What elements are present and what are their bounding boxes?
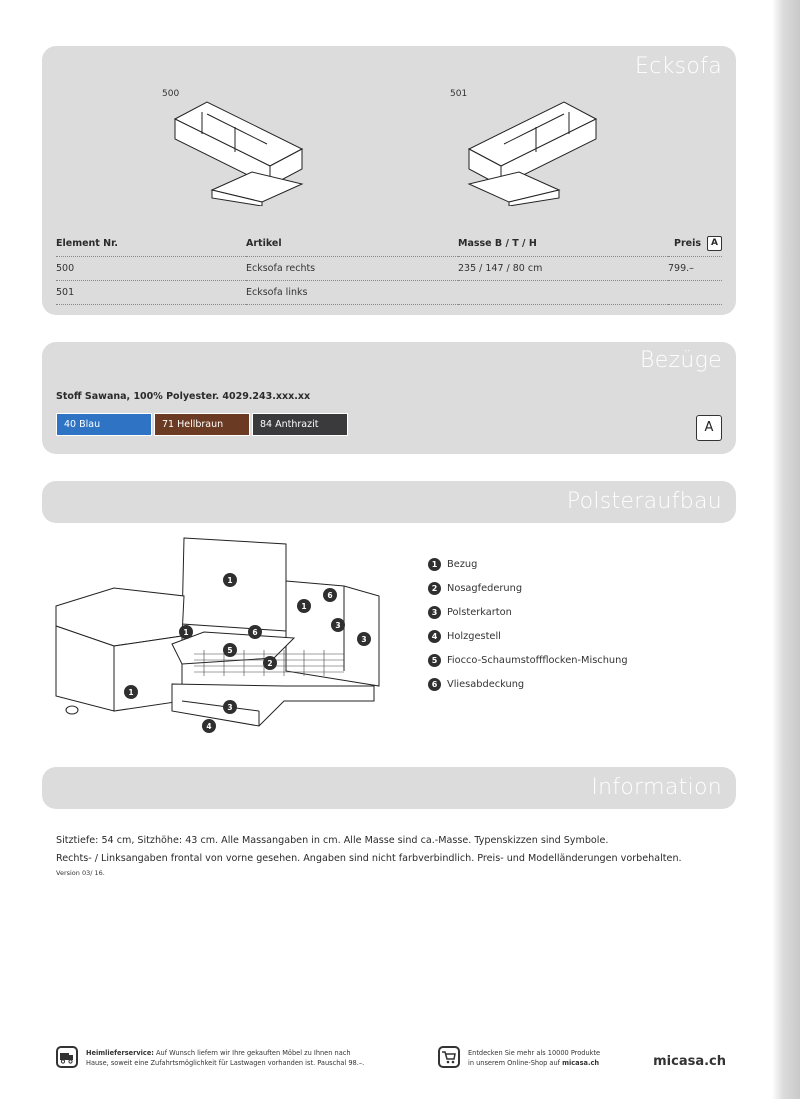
- legend-label: Vliesabdeckung: [447, 678, 525, 690]
- svg-text:1: 1: [183, 628, 189, 637]
- svg-text:3: 3: [335, 621, 341, 630]
- row-masse: [458, 281, 668, 305]
- online-shop-text: Entdecken Sie mehr als 10000 Produkte in unserem Online-Shop auf micasa.ch: [468, 1049, 601, 1067]
- sofa-500-label: 500: [162, 89, 180, 99]
- table-row: [56, 257, 722, 281]
- legend-item: [428, 600, 628, 624]
- header-element-nr: Element Nr.: [56, 232, 246, 257]
- legend-item: [428, 552, 628, 576]
- row-preis: [668, 281, 722, 305]
- table-header-row: [56, 232, 722, 257]
- legend-number: 2: [428, 582, 441, 595]
- color-swatches: [56, 413, 348, 436]
- price-category-icon: A: [696, 415, 722, 441]
- swatch-anthrazit: 84 Anthrazit: [252, 413, 348, 436]
- row-masse: 235 / 147 / 80 cm: [458, 257, 668, 281]
- delivery-service-text: Heimlieferservice: Auf Wunsch liefern wir Ihre gekauften Möbel zu Ihnen nach Hause, soweit eine Zufahrtsmöglichkeit für Lastwagen vorhanden ist. Pauschal 98.–.: [86, 1049, 365, 1067]
- legend-label: Nosagfederung: [447, 582, 523, 594]
- svg-text:1: 1: [301, 602, 307, 611]
- row-artikel: Ecksofa links: [246, 281, 458, 305]
- delivery-truck-icon: [56, 1046, 78, 1068]
- legend-item: [428, 672, 628, 696]
- bezuege-panel: [42, 342, 736, 454]
- legend-number: 6: [428, 678, 441, 691]
- page-edge-shadow: [772, 0, 800, 1099]
- legend-item: [428, 576, 628, 600]
- svg-text:3: 3: [361, 635, 367, 644]
- legend-number: 5: [428, 654, 441, 667]
- elements-table: [56, 232, 722, 305]
- brand-logo[interactable]: micasa.ch: [653, 1054, 726, 1069]
- svg-text:1: 1: [227, 576, 233, 585]
- svg-text:6: 6: [252, 628, 258, 637]
- legend-label: Bezug: [447, 558, 478, 570]
- construction-legend: [428, 552, 628, 696]
- polsteraufbau-title: Polsteraufbau: [566, 489, 722, 514]
- info-line-2: Rechts- / Linksangaben frontal von vorne gesehen. Angaben sind nicht farbverbindlich. Preis- und Modelländerungen vorbehalten.: [56, 853, 682, 864]
- info-line-1: Sitztiefe: 54 cm, Sitzhöhe: 43 cm. Alle Massangaben in cm. Alle Masse sind ca.-Masse. Typenskizzen sind Symbole.: [56, 835, 609, 846]
- legend-label: Fiocco-Schaumstoffflocken-Mischung: [447, 654, 628, 666]
- polsteraufbau-bar: [42, 481, 736, 523]
- legend-number: 1: [428, 558, 441, 571]
- legend-item: [428, 648, 628, 672]
- svg-text:2: 2: [267, 659, 273, 668]
- svg-text:1: 1: [128, 688, 134, 697]
- ecksofa-panel: [42, 46, 736, 315]
- swatch-hellbraun: 71 Hellbraun: [154, 413, 250, 436]
- svg-text:6: 6: [327, 591, 333, 600]
- legend-label: Polsterkarton: [447, 606, 512, 618]
- svg-text:4: 4: [206, 722, 212, 731]
- sofa-501-sketch: [454, 94, 604, 206]
- row-artikel: Ecksofa rechts: [246, 257, 458, 281]
- sofa-500-sketch: [167, 94, 317, 206]
- legend-label: Holzgestell: [447, 630, 501, 642]
- information-title: Information: [591, 775, 722, 800]
- cushion-construction-diagram: [54, 536, 384, 742]
- fabric-description: Stoff Sawana, 100% Polyester. 4029.243.xxx.xx: [56, 391, 311, 402]
- legend-number: 3: [428, 606, 441, 619]
- version-note: Version 03/ 16.: [56, 869, 105, 877]
- header-artikel: Artikel: [246, 232, 458, 257]
- swatch-blau: 40 Blau: [56, 413, 152, 436]
- information-text: [56, 832, 736, 878]
- ecksofa-title: Ecksofa: [635, 54, 722, 79]
- legend-number: 4: [428, 630, 441, 643]
- footer: [56, 1042, 726, 1076]
- svg-text:3: 3: [227, 703, 233, 712]
- header-masse: Masse B / T / H: [458, 232, 668, 257]
- svg-text:5: 5: [227, 646, 233, 655]
- table-row: [56, 281, 722, 305]
- row-preis: 799.–: [668, 257, 722, 281]
- bezuege-title: Bezüge: [640, 348, 722, 373]
- price-category-icon: A: [707, 236, 722, 251]
- information-bar: [42, 767, 736, 809]
- row-nr: 501: [56, 281, 246, 305]
- sofa-501-label: 501: [450, 89, 468, 99]
- row-nr: 500: [56, 257, 246, 281]
- online-shop-cart-icon: [438, 1046, 460, 1068]
- header-preis: Preis A: [668, 232, 722, 257]
- legend-item: [428, 624, 628, 648]
